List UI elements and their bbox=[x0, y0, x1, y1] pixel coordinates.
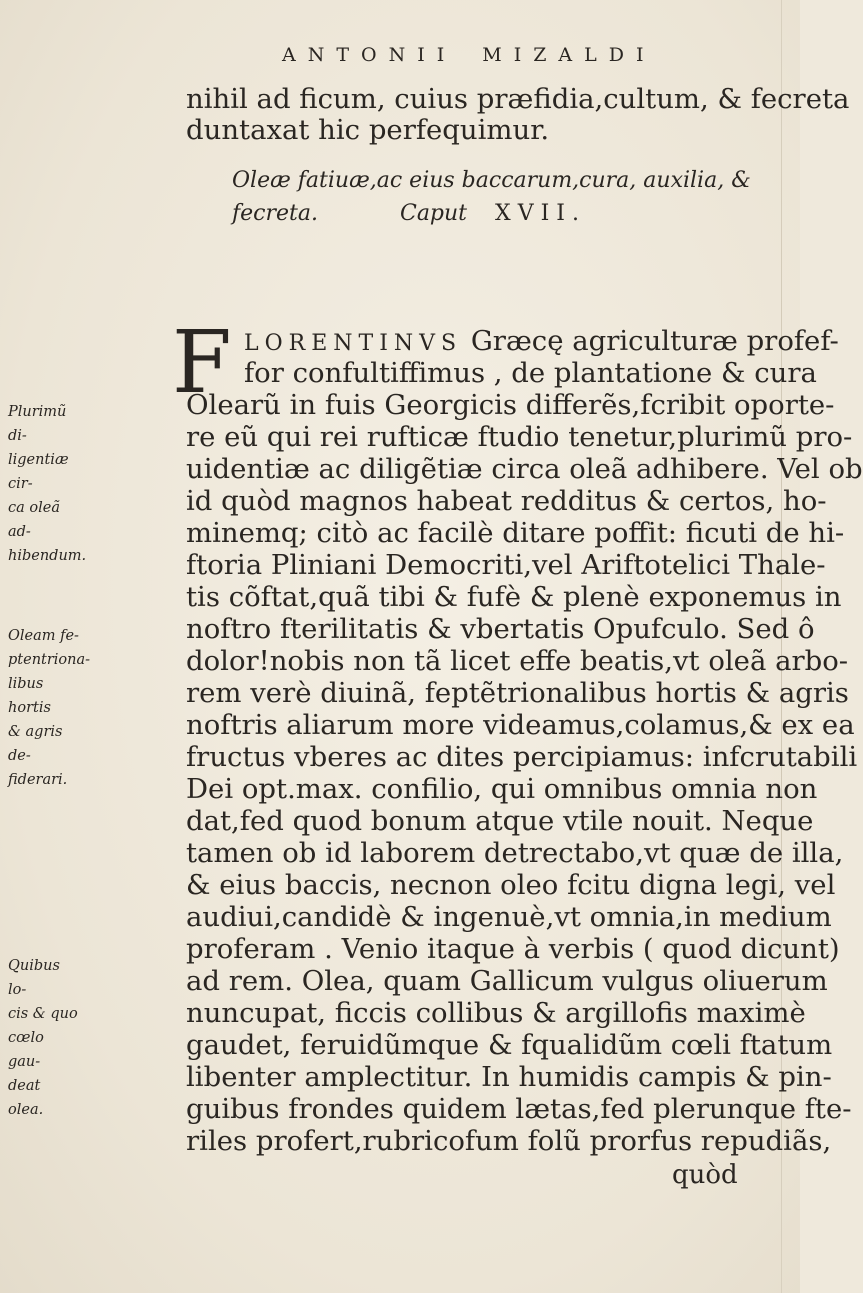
chapter-title-fecreta: fecreta. bbox=[232, 201, 318, 226]
body-line-4: re eũ qui rei rufticæ ftudio tenetur,plurimũ pro- bbox=[186, 421, 853, 453]
body-line-12: rem verè diuinã, feptẽtrionalibus hortis & agris bbox=[186, 677, 849, 709]
running-head-author-last: MIZALDI bbox=[482, 44, 656, 66]
margin-note-1: Plurimũ di- ligentiæ cir- ca oleã ad- hibendum. bbox=[8, 404, 87, 564]
body-line-8: ftoria Pliniani Democriti,vel Ariftotelici Thale- bbox=[186, 549, 826, 581]
body-line-16: dat,fed quod bonum atque vtile nouit. Neque bbox=[186, 805, 814, 837]
body-line-13: noftris aliarum more videamus,colamus,& ex ea bbox=[186, 709, 855, 741]
body-line-7: minemq; citò ac facilè ditare poffit: ficuti de hi- bbox=[186, 517, 845, 549]
body-line-17: tamen ob id laborem detrectabo,vt quæ de illa, bbox=[186, 837, 844, 869]
chapter-title-line-2 bbox=[232, 201, 586, 226]
body-line-25: guibus frondes quidem lætas,fed plerunque fte- bbox=[186, 1093, 852, 1125]
running-head bbox=[282, 44, 702, 66]
body-line-14: fructus vberes ac dites percipiamus: infcrutabili bbox=[186, 741, 858, 773]
body-line-3: Olearũ in fuis Georgicis differẽs,fcribit oporte- bbox=[186, 389, 835, 421]
opening-line-2: duntaxat hic perfequimur. bbox=[186, 114, 550, 146]
chapter-title-line-1: Oleæ fatiuæ,ac eius baccarum,cura, auxilia, & bbox=[232, 168, 751, 193]
body-line-20: proferam . Venio itaque à verbis ( quod dicunt) bbox=[186, 933, 840, 965]
body-line-19: audiui,candidè & ingenuè,vt omnia,in medium bbox=[186, 901, 832, 933]
body-line-24: libenter amplectitur. In humidis campis & pin- bbox=[186, 1061, 832, 1093]
running-head-author-first: ANTONII bbox=[282, 44, 457, 66]
body-line-9: tis cõftat,quã tibi & fufè & plenè exponemus in bbox=[186, 581, 842, 613]
opening-line-1: nihil ad ficum, cuius præfidia,cultum, & fecreta bbox=[186, 83, 850, 115]
body-line-11: dolor!nobis non tã licet effe beatis,vt oleã arbo- bbox=[186, 645, 849, 677]
chapter-number: XVII. bbox=[495, 201, 586, 226]
catchword: quòd bbox=[672, 1160, 738, 1190]
body-line-2: for confultiffimus , de plantatione & cura bbox=[244, 357, 817, 389]
body-line-18: & eius baccis, necnon oleo fcitu digna legi, vel bbox=[186, 869, 836, 901]
body-line-1 bbox=[244, 325, 839, 357]
body-line-15: Dei opt.max. confilio, qui omnibus omnia non bbox=[186, 773, 818, 805]
body-line-6: id quòd magnos habeat redditus & certos, ho- bbox=[186, 485, 827, 517]
chapter-caput-label: Caput bbox=[399, 201, 468, 226]
margin-note-2: Oleam fe- ptentriona- libus hortis & agris de- fiderari. bbox=[8, 628, 91, 788]
body-line-23: gaudet, feruidũmque & fqualidũm cœli ftatum bbox=[186, 1029, 833, 1061]
first-word-caps: LORENTINVS bbox=[244, 331, 463, 356]
body-line-1-text: Græcę agriculturæ profef- bbox=[470, 325, 839, 357]
body-line-26: riles profert,rubricofum folũ prorfus repudiãs, bbox=[186, 1125, 832, 1157]
body-line-5: uidentiæ ac diligẽtiæ circa oleã adhibere. Vel ob bbox=[186, 453, 863, 485]
margin-note-3: Quibus lo- cis & quo cœlo gau- deat olea. bbox=[8, 958, 78, 1118]
body-line-22: nuncupat, ficcis collibus & argillofis maximè bbox=[186, 997, 806, 1029]
body-line-21: ad rem. Olea, quam Gallicum vulgus oliuerum bbox=[186, 965, 828, 997]
body-line-10: noftro fterilitatis & vbertatis Opufculo. Sed ô bbox=[186, 613, 815, 645]
drop-cap: F bbox=[172, 313, 232, 413]
